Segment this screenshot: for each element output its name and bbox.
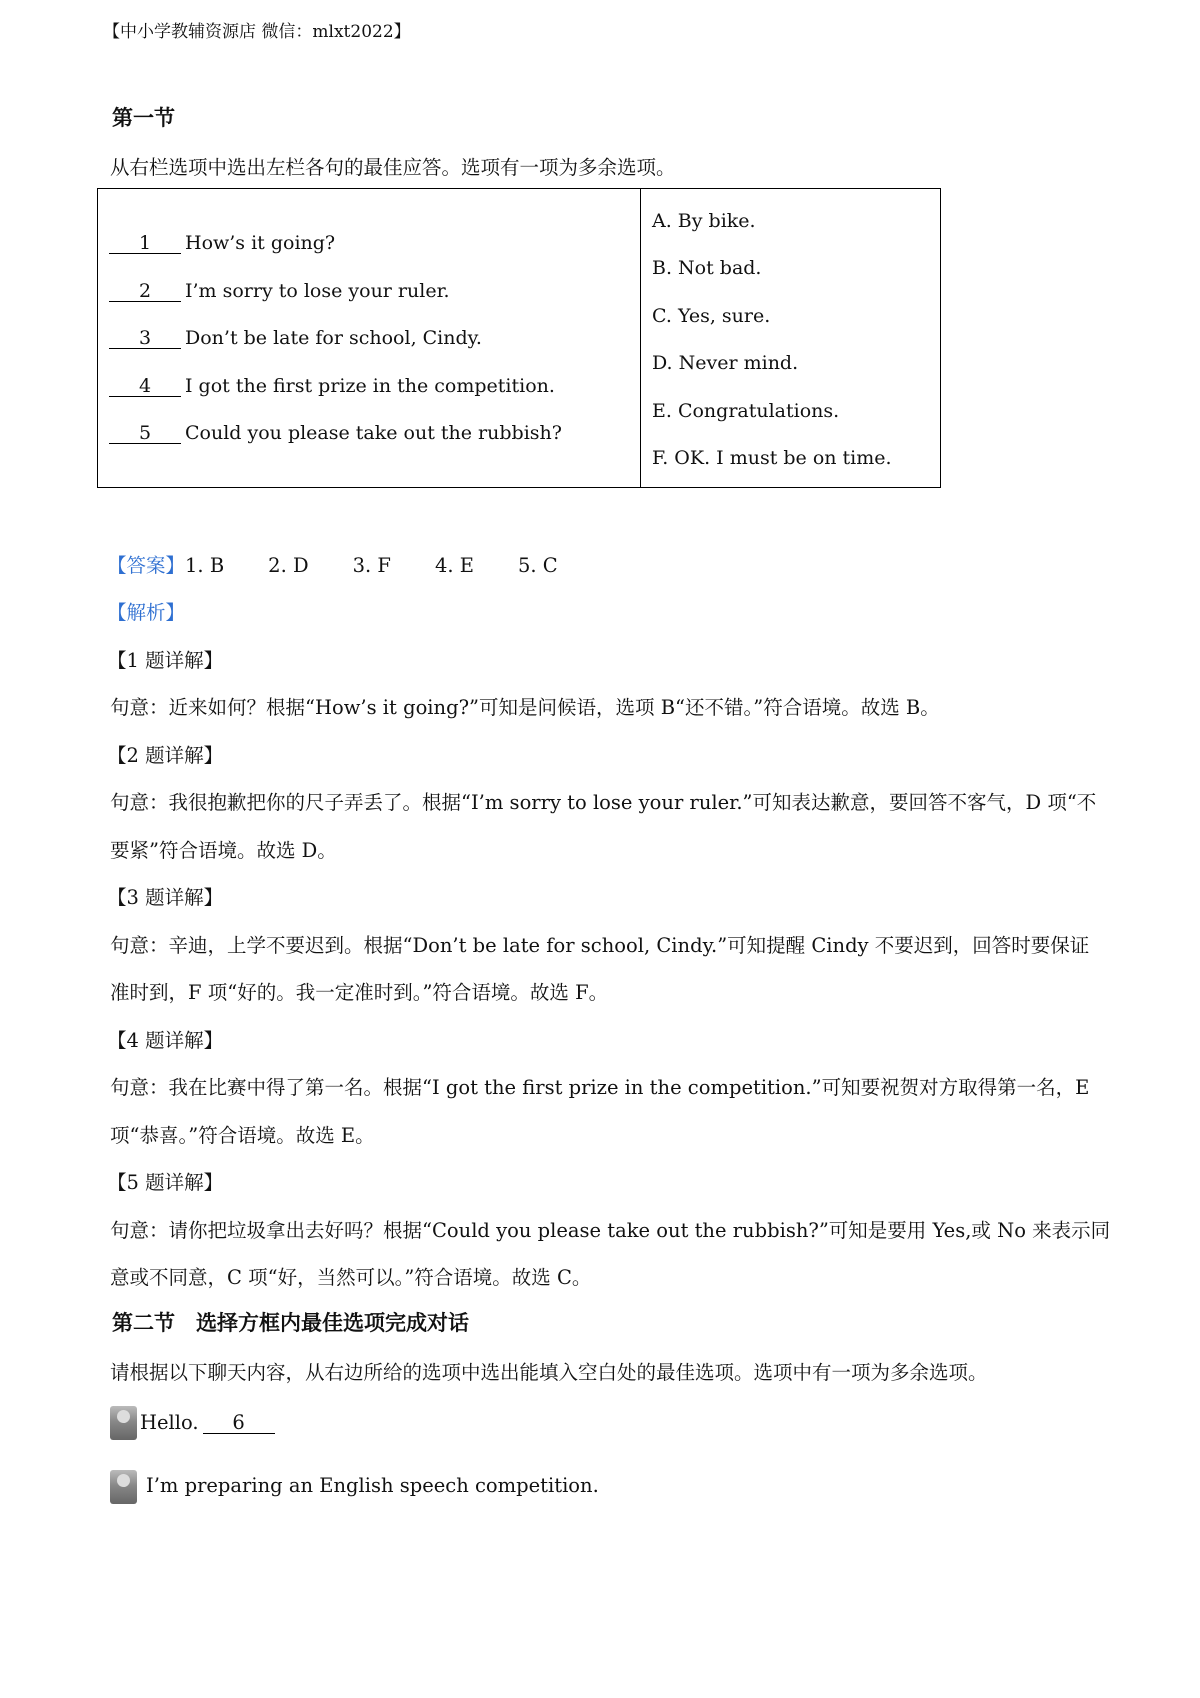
analysis-label: 【解析】 [107, 601, 186, 624]
question-row-3 [109, 327, 482, 349]
matching-table [97, 188, 941, 488]
section1-instruction: 从右栏选项中选出左栏各句的最佳应答。选项有一项为多余选项。 [110, 156, 676, 179]
analysis-text-5: 句意：请你把垃圾拿出去好吗？根据“Could you please take out the rubbish?”可知是要用 Yes,或 No 来表示同 [110, 1219, 1111, 1242]
answer-blank[interactable]: 4 [109, 376, 181, 397]
girl-avatar-icon [110, 1470, 137, 1504]
questions-column [98, 189, 641, 488]
question-row-1 [109, 232, 335, 254]
question-row-5 [109, 422, 562, 444]
option-a: A. By bike. [652, 210, 756, 232]
analysis-text-2: 句意：我很抱歉把你的尺子弄丢了。根据“I’m sorry to lose your ruler.”可知表达歉意，要回答不客气，D 项“不 [110, 791, 1097, 814]
option-f: F. OK. I must be on time. [652, 447, 892, 469]
question-text: I’m sorry to lose your ruler. [185, 280, 450, 302]
answer-item: 5. C [518, 554, 558, 577]
analysis-text-1: 句意：近来如何？根据“How’s it going?”可知是问候语，选项 B“还不错。”符合语境。故选 B。 [110, 696, 940, 719]
analysis-text-4b: 项“恭喜。”符合语境。故选 E。 [110, 1124, 375, 1147]
chat-message-2: I’m preparing an English speech competition. [146, 1474, 599, 1497]
section1-title: 第一节 [112, 106, 175, 130]
analysis-text-3: 句意：辛迪，上学不要迟到。根据“Don’t be late for school, Cindy.”可知提醒 Cindy 不要迟到，回答时要保证 [110, 934, 1090, 957]
answer-blank[interactable]: 5 [109, 423, 181, 444]
answer-blank[interactable]: 1 [109, 233, 181, 254]
question-text: Don’t be late for school, Cindy. [185, 327, 482, 349]
options-column [641, 189, 941, 488]
analysis-text-5b: 意或不同意，C 项“好，当然可以。”符合语境。故选 C。 [110, 1266, 592, 1289]
analysis-heading-3: 【3 题详解】 [107, 886, 224, 909]
answer-item: 3. F [352, 554, 391, 577]
analysis-heading-4: 【4 题详解】 [107, 1029, 224, 1052]
section2-instruction: 请根据以下聊天内容，从右边所给的选项中选出能填入空白处的最佳选项。选项中有一项为多余选项。 [110, 1361, 988, 1384]
chat-text: Hello. [140, 1411, 199, 1434]
analysis-heading-1: 【1 题详解】 [107, 649, 224, 672]
analysis-heading-2: 【2 题详解】 [107, 744, 224, 767]
section2-title: 第二节 选择方框内最佳选项完成对话 [112, 1311, 469, 1335]
answer-item: 1. B [185, 554, 225, 577]
question-row-2 [109, 280, 450, 302]
answer-item: 4. E [434, 554, 474, 577]
answer-blank[interactable]: 2 [109, 281, 181, 302]
answer-label: 【答案】 [107, 554, 186, 577]
analysis-text-3b: 准时到，F 项“好的。我一定准时到。”符合语境。故选 F。 [110, 981, 609, 1004]
analysis-text-4: 句意：我在比赛中得了第一名。根据“I got the first prize in the competition.”可知要祝贺对方取得第一名，E [110, 1076, 1090, 1099]
analysis-heading-5: 【5 题详解】 [107, 1171, 224, 1194]
option-c: C. Yes, sure. [652, 305, 771, 327]
question-text: I got the first prize in the competition. [185, 375, 555, 397]
option-b: B. Not bad. [652, 257, 762, 279]
header-note: 【中小学教辅资源店 微信：mlxt2022】 [103, 22, 411, 42]
analysis-text-2b: 要紧”符合语境。故选 D。 [110, 839, 337, 862]
answer-blank[interactable]: 3 [109, 328, 181, 349]
chat-blank[interactable]: 6 [203, 1413, 275, 1434]
option-e: E. Congratulations. [652, 400, 840, 422]
chat-message-1 [140, 1411, 275, 1434]
answer-item: 2. D [268, 554, 309, 577]
boy-avatar-icon [110, 1406, 137, 1440]
question-text: How’s it going? [185, 232, 336, 254]
question-row-4 [109, 375, 555, 397]
answer-line [107, 550, 558, 578]
option-d: D. Never mind. [652, 352, 799, 374]
question-text: Could you please take out the rubbish? [185, 422, 562, 444]
